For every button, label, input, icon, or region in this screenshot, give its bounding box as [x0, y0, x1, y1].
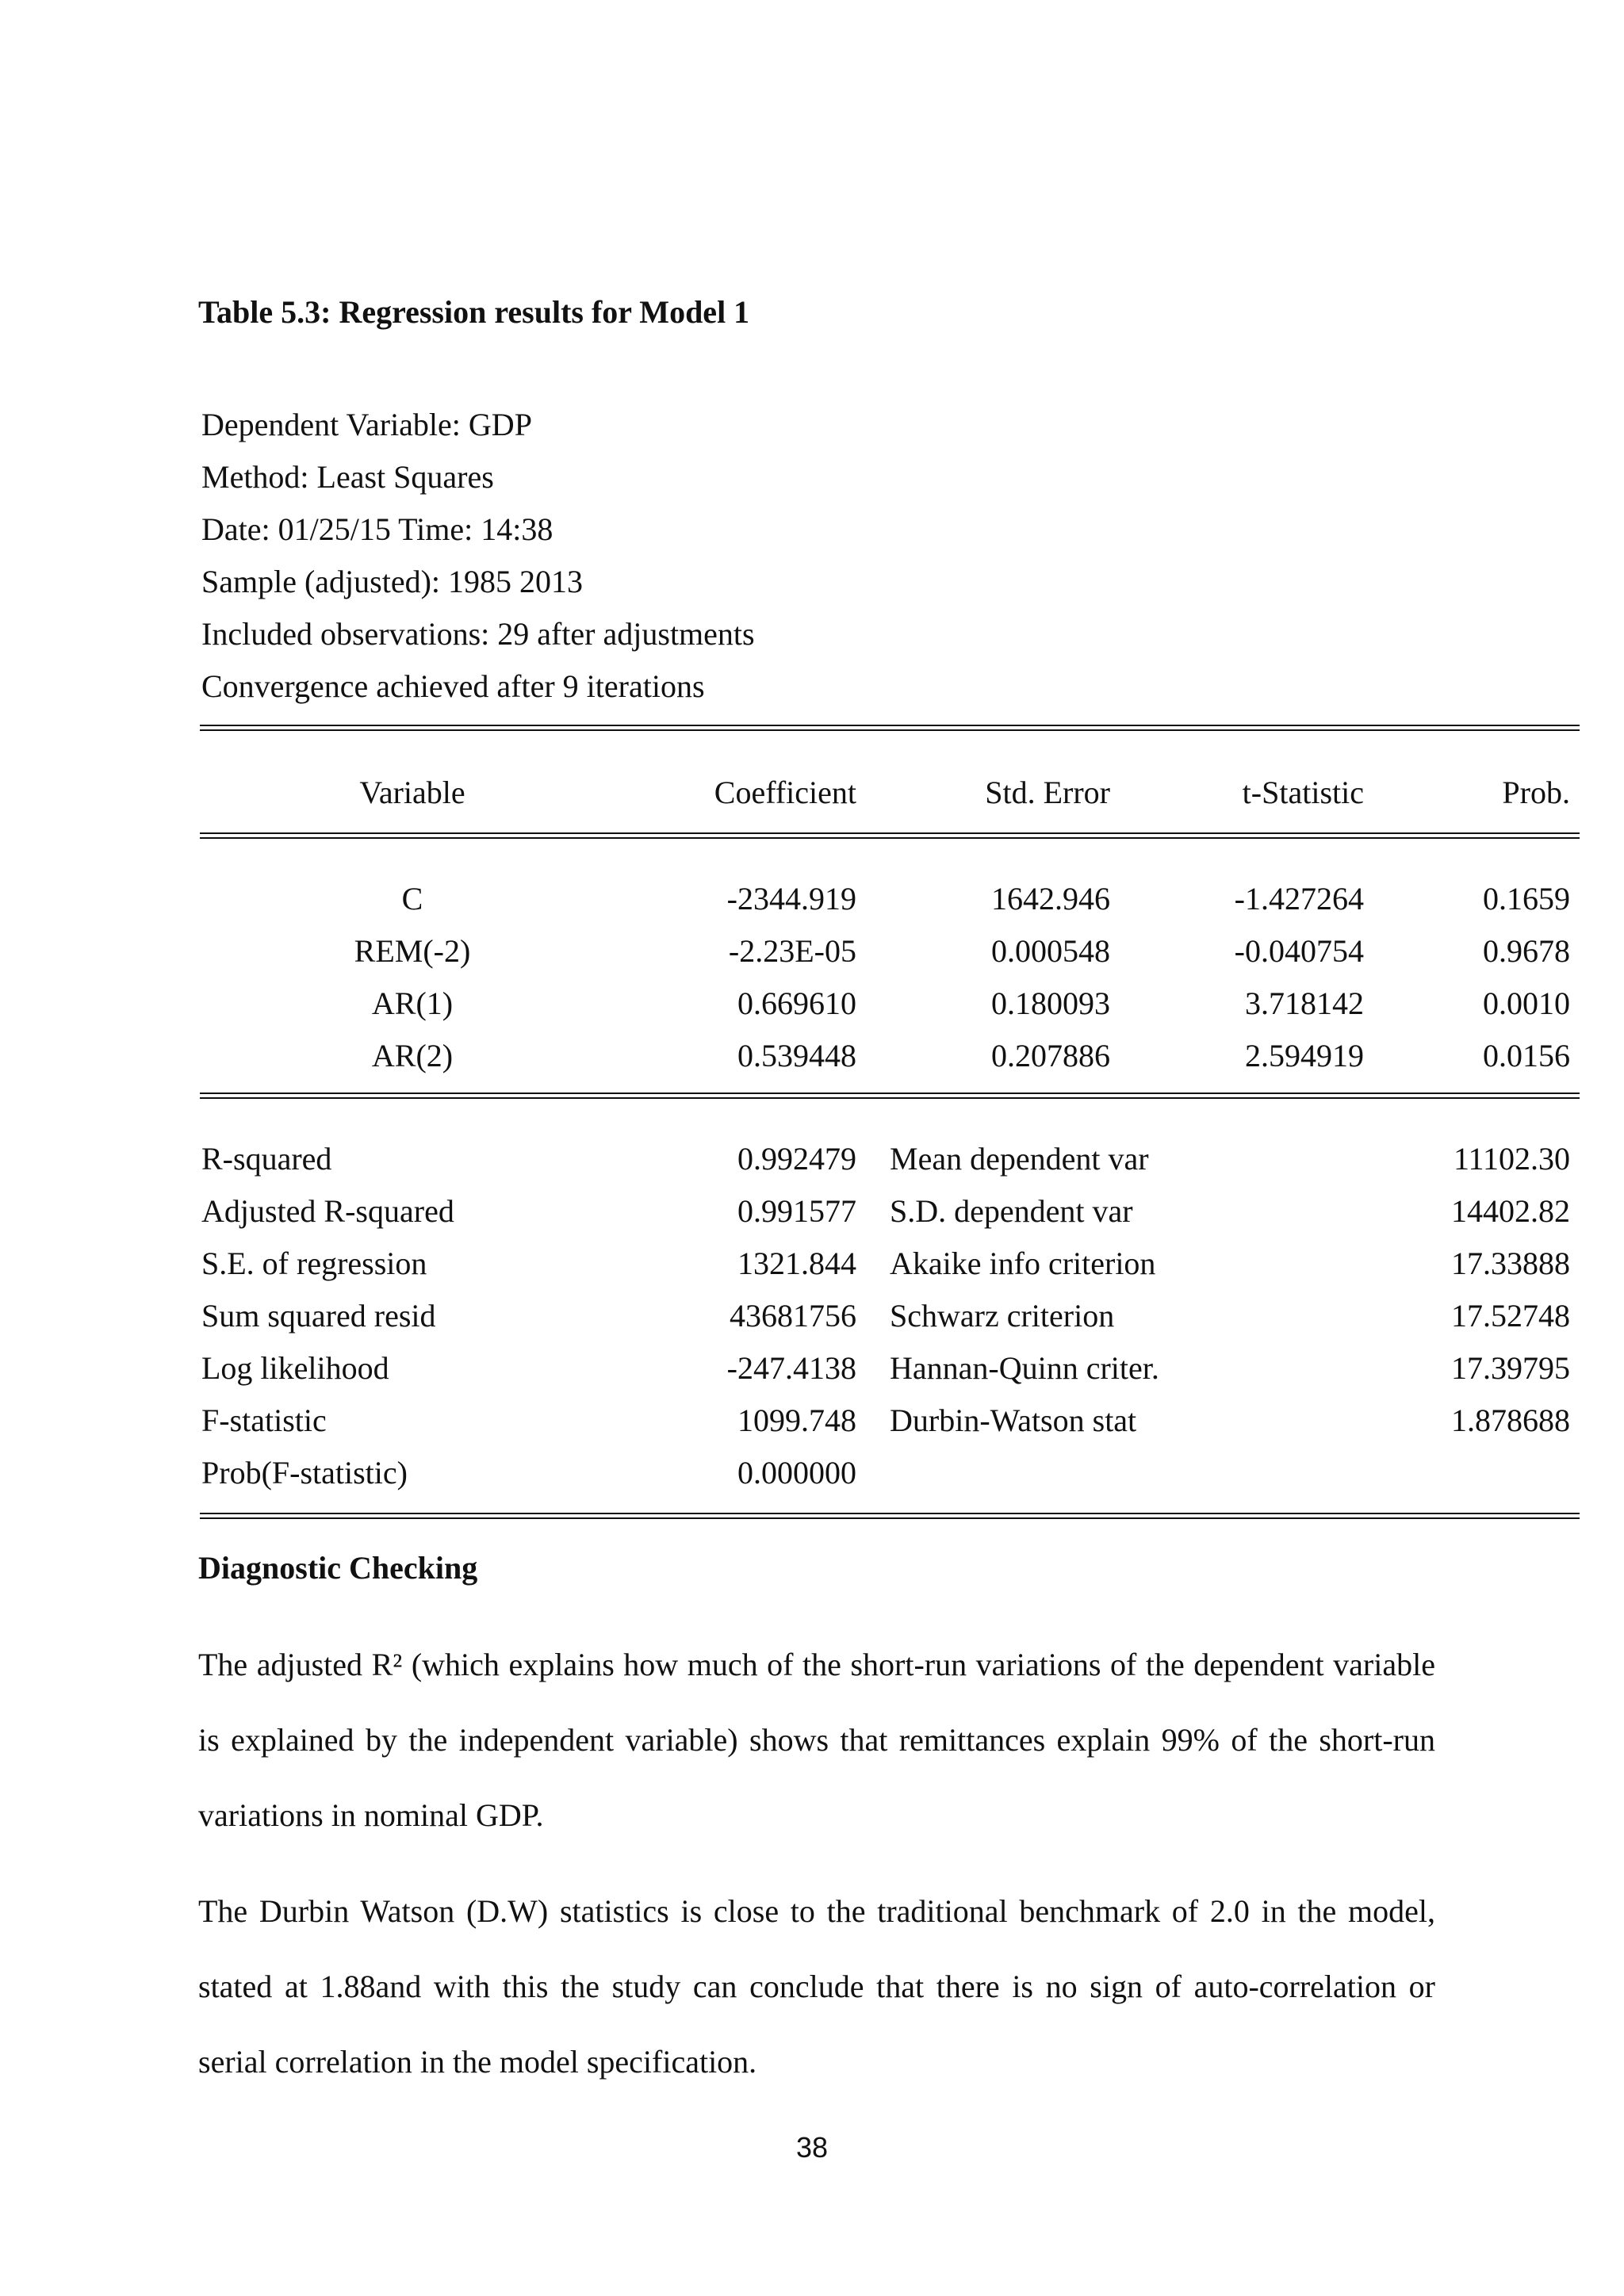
paragraph-durbin-watson: The Durbin Watson (D.W) statistics is close to the traditional benchmark of 2.0 in the model, stated at 1.88and with this the study can conclude that there is no sign of auto-correlation or serial correlation in the model specification.: [198, 1893, 1435, 2080]
method-line: Method: Least Squares: [201, 459, 494, 495]
stat-value-adjusted-r-squared: 0.991577: [737, 1193, 856, 1229]
stat-value-r-squared: 0.992479: [737, 1141, 856, 1177]
stat-label-mean-dependent-var: Mean dependent var: [890, 1141, 1149, 1177]
header-std-error: Std. Error: [985, 775, 1110, 810]
dependent-variable-line: Dependent Variable: GDP: [201, 407, 532, 442]
header-prob: Prob.: [1502, 775, 1570, 810]
stat-value-mean-dependent-var: 11102.30: [1453, 1141, 1570, 1177]
stat-label-schwarz: Schwarz criterion: [890, 1298, 1115, 1334]
date-time-line: Date: 01/25/15 Time: 14:38: [201, 511, 553, 547]
stat-label-hannan-quinn: Hannan-Quinn criter.: [890, 1350, 1159, 1386]
header-coefficient: Coefficient: [714, 775, 856, 810]
prob-value: 0.0010: [1483, 985, 1570, 1021]
header-variable: Variable: [359, 775, 465, 810]
stat-value-sum-squared-resid: 43681756: [730, 1298, 856, 1334]
variable-name: AR(1): [371, 985, 454, 1021]
stat-label-akaike: Akaike info criterion: [890, 1246, 1156, 1281]
prob-value: 0.9678: [1483, 933, 1570, 969]
coef-bottom-rule: [200, 1093, 1580, 1099]
variable-name: C: [401, 881, 423, 916]
std-error-value: 0.207886: [991, 1038, 1110, 1073]
std-error-value: 1642.946: [991, 881, 1110, 916]
convergence-line: Convergence achieved after 9 iterations: [201, 668, 705, 704]
std-error-value: 0.180093: [991, 985, 1110, 1021]
prob-value: 0.0156: [1483, 1038, 1570, 1073]
stat-label-se-regression: S.E. of regression: [201, 1246, 427, 1281]
t-statistic-value: 3.718142: [1245, 985, 1364, 1021]
stat-value-f-statistic: 1099.748: [737, 1402, 856, 1438]
observations-line: Included observations: 29 after adjustments: [201, 616, 755, 652]
stat-label-log-likelihood: Log likelihood: [201, 1350, 389, 1386]
stat-label-sum-squared-resid: Sum squared resid: [201, 1298, 436, 1334]
variable-name: AR(2): [371, 1038, 454, 1073]
header-t-statistic: t-Statistic: [1242, 775, 1364, 810]
table-title: Table 5.3: Regression results for Model 1: [198, 294, 750, 330]
section-title: Diagnostic Checking: [198, 1550, 478, 1586]
stat-value-prob-f-statistic: 0.000000: [737, 1455, 856, 1490]
stat-value-hannan-quinn: 17.39795: [1451, 1350, 1570, 1386]
stat-label-adjusted-r-squared: Adjusted R-squared: [201, 1193, 454, 1229]
prob-value: 0.1659: [1483, 881, 1570, 916]
paragraph-adjusted-r2: The adjusted R² (which explains how much of the short-run variations of the dependent variable is explained by the independent variable) shows that remittances explain 99% of the short-run variations in nominal GDP.: [198, 1647, 1435, 1833]
t-statistic-value: -1.427264: [1234, 881, 1364, 916]
coefficient-value: -2344.919: [726, 881, 856, 916]
t-statistic-value: 2.594919: [1245, 1038, 1364, 1073]
stat-value-durbin-watson: 1.878688: [1451, 1402, 1570, 1438]
stat-label-sd-dependent-var: S.D. dependent var: [890, 1193, 1133, 1229]
header-bottom-rule: [200, 832, 1580, 839]
page-number: 38: [795, 2131, 829, 2164]
table-bottom-rule: [200, 1513, 1580, 1519]
variable-name: REM(-2): [354, 933, 471, 969]
coefficient-value: 0.669610: [737, 985, 856, 1021]
table-top-rule: [200, 725, 1580, 731]
t-statistic-value: -0.040754: [1234, 933, 1364, 969]
stat-value-se-regression: 1321.844: [737, 1246, 856, 1281]
stat-label-f-statistic: F-statistic: [201, 1402, 327, 1438]
coefficient-value: 0.539448: [737, 1038, 856, 1073]
stat-label-prob-f-statistic: Prob(F-statistic): [201, 1455, 408, 1490]
stat-value-schwarz: 17.52748: [1451, 1298, 1570, 1334]
sample-line: Sample (adjusted): 1985 2013: [201, 564, 584, 599]
stat-value-akaike: 17.33888: [1451, 1246, 1570, 1281]
stat-value-sd-dependent-var: 14402.82: [1451, 1193, 1570, 1229]
coefficient-value: -2.23E-05: [728, 933, 856, 969]
std-error-value: 0.000548: [991, 933, 1110, 969]
stat-label-durbin-watson: Durbin-Watson stat: [890, 1402, 1137, 1438]
stat-value-log-likelihood: -247.4138: [726, 1350, 856, 1386]
stat-label-r-squared: R-squared: [201, 1141, 332, 1177]
